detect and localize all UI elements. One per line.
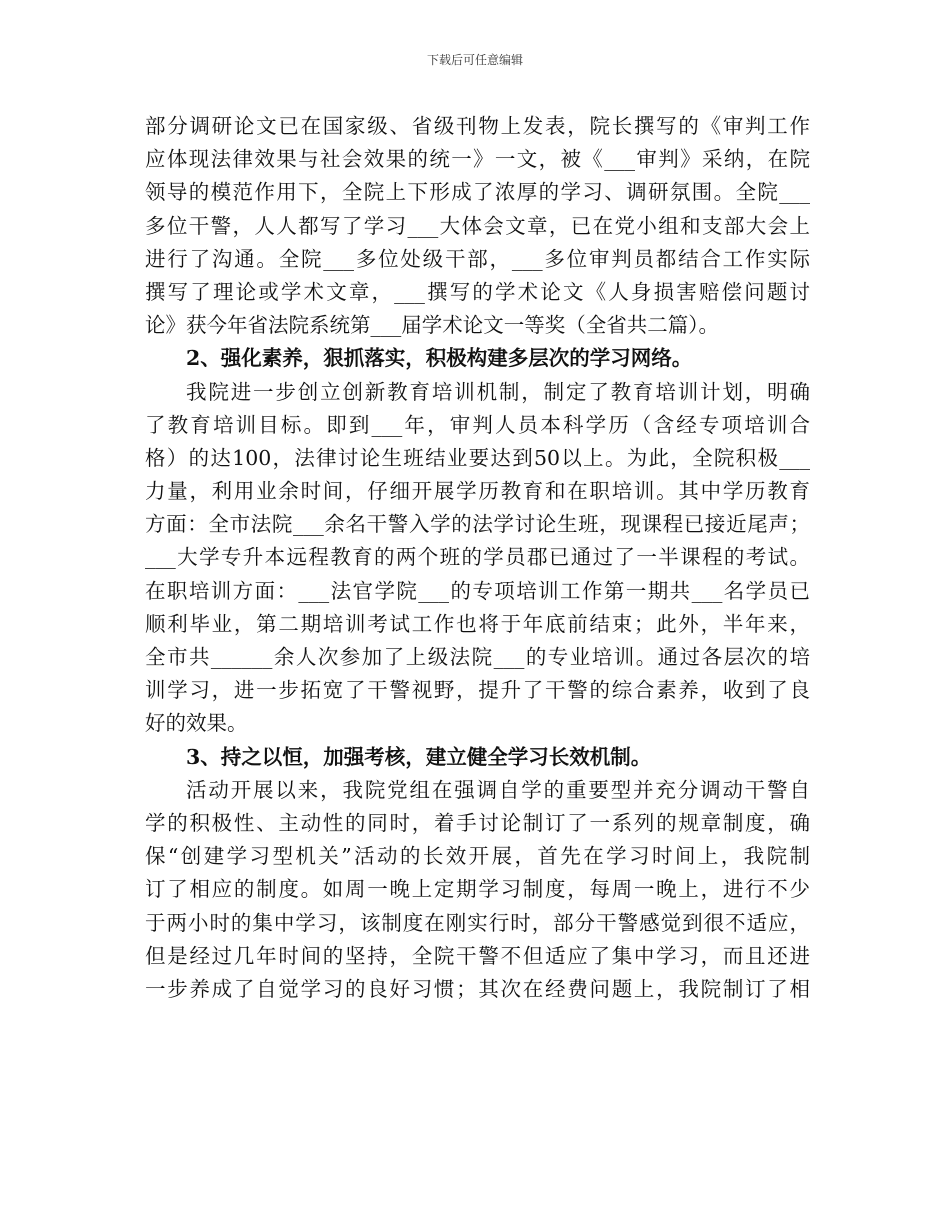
body-line: 订了相应的制度。如周一晚上定期学习制度，每周一晚上，进行不少 xyxy=(145,877,810,902)
body-line: 学的积极性、主动性的同时，着手讨论制订了一系列的规章制度，确 xyxy=(145,810,810,835)
body-line: 保“创建学习型机关”活动的长效开展，首先在学习时间上，我院制 xyxy=(145,844,810,869)
body-line: 方面：全市法院___余名干警入学的法学讨论生班，现课程已接近尾声； xyxy=(145,512,810,537)
body-line: 了教育培训目标。即到___年，审判人员本科学历（含经专项培训合 xyxy=(145,412,810,437)
body-line: 活动开展以来，我院党组在强调自学的重要型并充分调动干警自 xyxy=(186,777,810,802)
body-line: 于两小时的集中学习，该制度在刚实行时，部分干警感觉到很不适应， xyxy=(145,910,810,935)
body-line: 顺利毕业，第二期培训考试工作也将于年底前结束；此外，半年来， xyxy=(145,611,810,636)
section-heading: 2、强化素养，狠抓落实，积极构建多层次的学习网络。 xyxy=(186,346,693,371)
body-line: 论》获今年省法院系统第___届学术论文一等奖（全省共二篇）。 xyxy=(145,313,719,338)
body-line: 格）的达100，法律讨论生班结业要达到50以上。为此，全院积极___ xyxy=(145,445,810,470)
body-line: 进行了沟通。全院___多位处级干部，___多位审判员都结合工作实际 xyxy=(145,246,810,271)
body-line: 撰写了理论或学术文章，___撰写的学术论文《人身损害赔偿问题讨 xyxy=(145,279,810,304)
body-line: 好的效果。 xyxy=(145,711,248,736)
body-line: 应体现法律效果与社会效果的统一》一文，被《___审判》采纳，在院 xyxy=(145,147,810,172)
page-header: 下载后可任意编辑 xyxy=(426,53,523,67)
body-line: 领导的模范作用下，全院上下形成了浓厚的学习、调研氛围。全院___ xyxy=(145,180,810,205)
body-line: 在职培训方面：___法官学院___的专项培训工作第一期共___名学员已 xyxy=(145,578,810,603)
body-line: 一步养成了自觉学习的良好习惯；其次在经费问题上，我院制订了相 xyxy=(145,976,810,1001)
body-line: 多位干警，人人都写了学习___大体会文章，已在党小组和支部大会上 xyxy=(145,213,810,238)
body-line: 我院进一步创立创新教育培训机制，制定了教育培训计划，明确 xyxy=(186,379,810,404)
body-line: 训学习，进一步拓宽了干警视野，提升了干警的综合素养，收到了良 xyxy=(145,678,810,703)
body-line: ___大学专升本远程教育的两个班的学员郡已通过了一半课程的考试。 xyxy=(145,545,810,570)
document-body xyxy=(145,110,810,1006)
body-line: 但是经过几年时间的坚持，全院干警不但适应了集中学习，而且还进 xyxy=(145,943,810,968)
section-heading: 3、持之以恒，加强考核，建立健全学习长效机制。 xyxy=(186,744,652,769)
body-line: 力量，利用业余时间，仔细开展学历教育和在职培训。其中学历教育 xyxy=(145,479,810,504)
body-line: 部分调研论文已在国家级、省级刊物上发表，院长撰写的《审判工作 xyxy=(145,114,810,138)
body-line: 全市共______余人次参加了上级法院___的专业培训。通过各层次的培 xyxy=(145,645,810,669)
